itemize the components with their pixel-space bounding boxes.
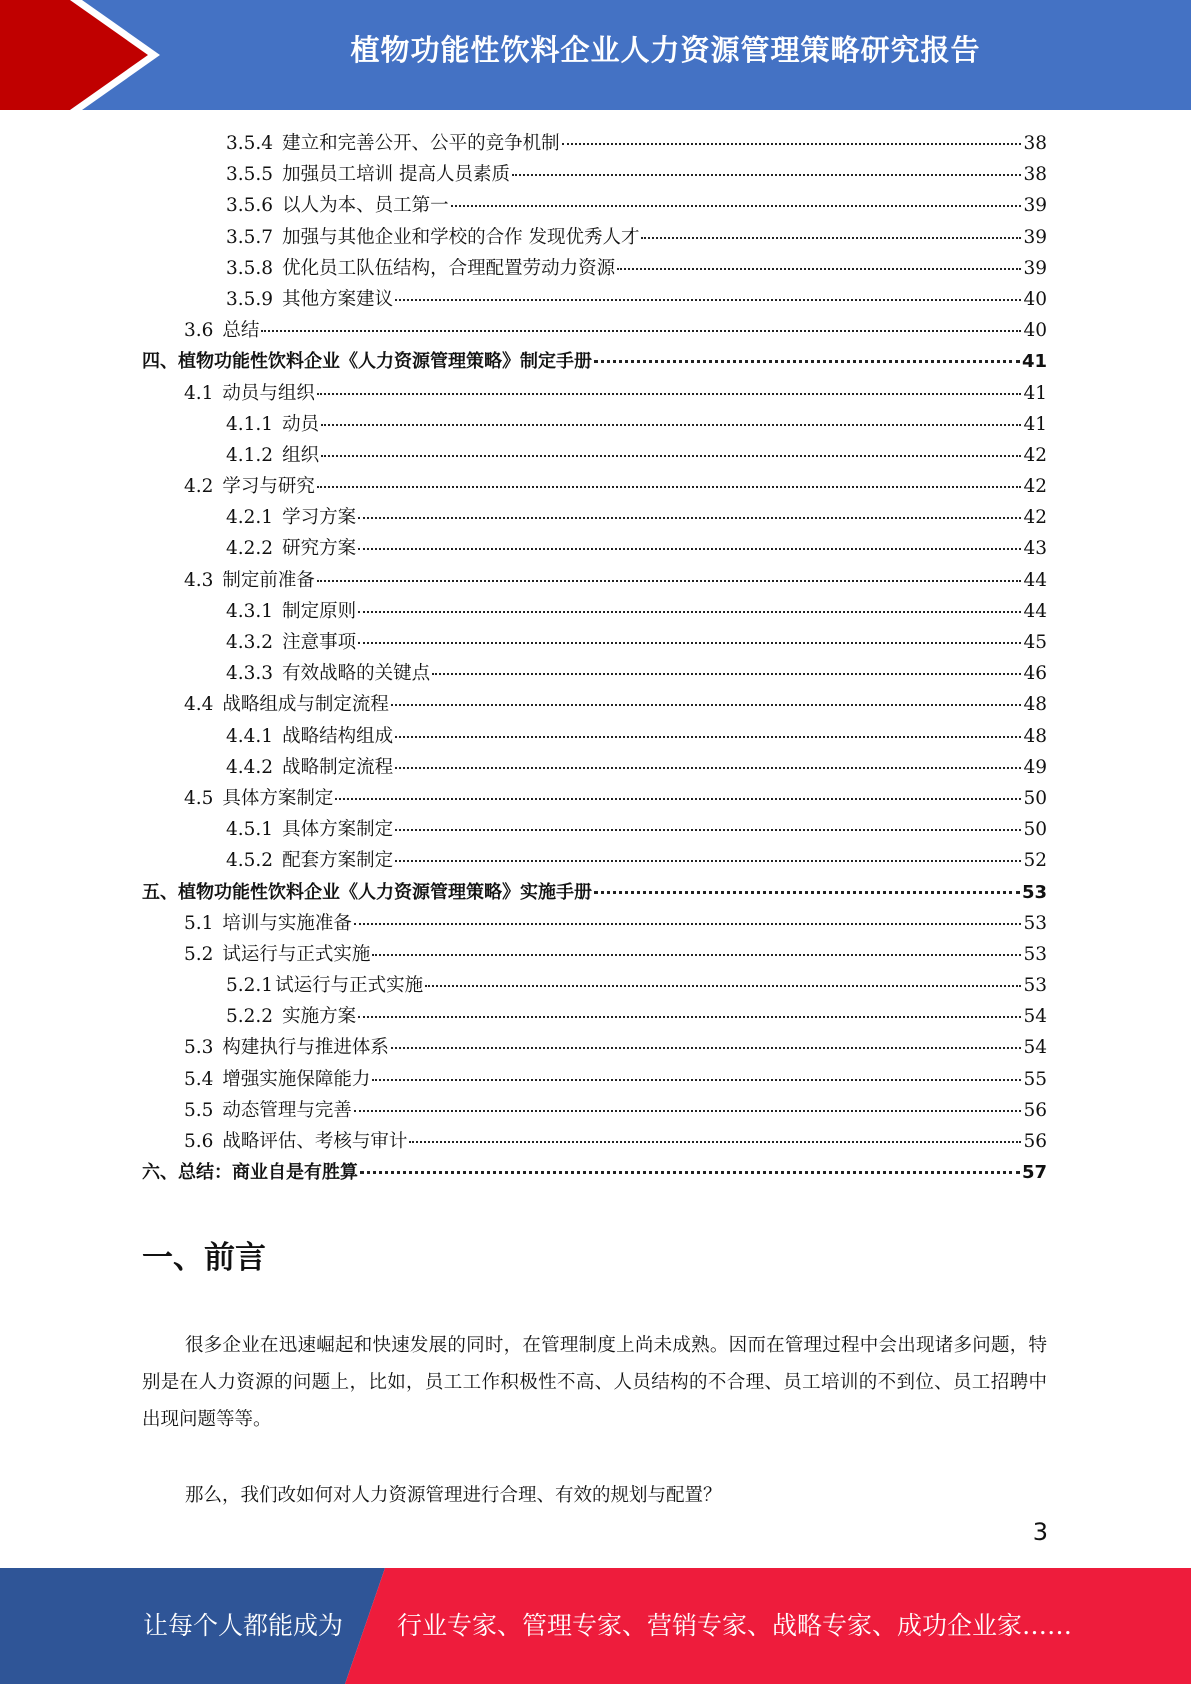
toc-entry-page: 42 — [1023, 476, 1047, 498]
toc-entry[interactable] — [142, 752, 1047, 783]
toc-dot-leader — [395, 766, 1021, 769]
toc-entry[interactable] — [142, 222, 1047, 253]
footer-slogan-right: 行业专家、管理专家、营销专家、战略专家、成功企业家…… — [397, 1611, 1073, 1640]
toc-entry-number: 3.5.9 — [226, 288, 274, 310]
toc-entry[interactable] — [142, 1001, 1047, 1032]
toc-dot-leader — [395, 735, 1021, 738]
toc-dot-leader — [617, 267, 1021, 270]
page-number: 3 — [1032, 1518, 1048, 1546]
toc-entry-number: 4.4 — [184, 694, 214, 716]
paragraph: 很多企业在迅速崛起和快速发展的同时，在管理制度上尚未成熟。因而在管理过程中会出现诸多问题，特别是在人力资源的问题上，比如，员工工作积极性不高、人员结构的不合理、员工培训的不到位、员工招聘中出现问题等等。 — [142, 1335, 1047, 1430]
toc-entry[interactable] — [142, 689, 1047, 720]
toc-dot-leader — [395, 298, 1021, 301]
toc-entry[interactable] — [142, 939, 1047, 970]
toc-entry-page: 42 — [1023, 444, 1047, 466]
toc-entry-title: 优化员工队伍结构，合理配置劳动力资源 — [282, 257, 616, 279]
toc-entry-number: 4.2.1 — [226, 507, 274, 529]
toc-entry-number: 4.1 — [184, 382, 214, 404]
toc-entry[interactable] — [142, 721, 1047, 752]
toc-entry[interactable] — [142, 409, 1047, 440]
toc-entry-number: 3.5.8 — [226, 257, 274, 279]
toc-dot-leader — [395, 859, 1021, 862]
toc-entry-page: 39 — [1023, 257, 1047, 279]
toc-entry-number: 5.6 — [184, 1131, 214, 1152]
toc-entry-title: 以人为本、员工第一 — [282, 195, 449, 217]
toc-entry-title: 加强与其他企业和学校的合作 发现优秀人才 — [282, 226, 640, 248]
toc-entry-page: 50 — [1023, 787, 1047, 809]
toc-entry-number: 4.1.1 — [226, 413, 274, 435]
toc-entry-title: 学习与研究 — [222, 476, 315, 498]
toc-entry-number: 4.5.1 — [226, 819, 274, 841]
toc-entry-page: 56 — [1023, 1099, 1047, 1121]
toc-dot-leader — [358, 610, 1021, 613]
toc-entry[interactable] — [142, 970, 1047, 1001]
toc-dot-leader — [395, 828, 1021, 831]
toc-entry-number: 4.3 — [184, 569, 214, 591]
toc-dot-leader — [317, 485, 1022, 488]
toc-entry-title: 战略评估、考核与审计 — [222, 1131, 408, 1152]
footer-slogan-left: 让每个人都能成为 — [143, 1611, 344, 1640]
toc-entry-page: 44 — [1023, 569, 1047, 591]
toc-entry-title: 具体方案制定 — [222, 787, 334, 809]
toc-entry[interactable] — [142, 845, 1047, 876]
toc-entry-page: 40 — [1023, 320, 1047, 342]
toc-entry-page: 55 — [1023, 1068, 1047, 1090]
toc-entry-title: 研究方案 — [282, 538, 357, 560]
toc-entry-number: 4.3.1 — [226, 600, 274, 622]
toc-entry-title: 制定原则 — [282, 600, 357, 622]
toc-entry-title: 动员 — [282, 413, 320, 435]
toc-entry-title: 战略结构组成 — [282, 725, 394, 747]
toc-entry[interactable] — [142, 502, 1047, 533]
toc-entry-number: 5.2.2 — [226, 1006, 274, 1028]
toc-entry-title: 加强员工培训 提高人员素质 — [282, 164, 510, 186]
toc-entry[interactable] — [142, 1032, 1047, 1063]
toc-entry[interactable] — [142, 253, 1047, 284]
toc-entry[interactable] — [142, 378, 1047, 409]
toc-dot-leader — [358, 516, 1021, 519]
toc-entry-page: 48 — [1023, 694, 1047, 716]
toc-entry-title: 试运行与正式实施 — [275, 975, 424, 997]
toc-dot-leader — [354, 922, 1022, 925]
toc-dot-leader — [641, 236, 1021, 239]
toc-entry-title: 总结 — [222, 320, 260, 342]
toc-entry-page: 54 — [1023, 1006, 1047, 1028]
toc-entry-number: 5.4 — [184, 1068, 214, 1090]
toc-entry-page: 42 — [1023, 507, 1047, 529]
toc-entry-title: 制定前准备 — [222, 569, 315, 591]
toc-entry-title: 六、总结：商业自是有胜算 — [142, 1162, 358, 1184]
toc-dot-leader — [372, 1078, 1021, 1081]
toc-entry-title: 培训与实施准备 — [222, 912, 352, 934]
toc-entry-number: 3.5.7 — [226, 226, 274, 248]
toc-dot-leader — [409, 1140, 1021, 1143]
toc-entry-title: 组织 — [282, 444, 320, 466]
toc-dot-leader — [432, 672, 1021, 675]
page-footer — [0, 1568, 1191, 1684]
toc-entry-page: 38 — [1023, 164, 1047, 186]
toc-entry[interactable] — [142, 440, 1047, 471]
toc-entry-page: 38 — [1023, 133, 1047, 154]
toc-dot-leader — [594, 890, 1020, 894]
toc-entry-title: 建立和完善公开、公平的竞争机制 — [282, 133, 560, 154]
toc-entry-page: 54 — [1023, 1037, 1047, 1059]
toc-entry-page: 53 — [1023, 943, 1047, 965]
toc-dot-leader — [321, 454, 1021, 457]
toc-entry[interactable] — [142, 596, 1047, 627]
toc-entry-title: 其他方案建议 — [282, 288, 394, 310]
toc-entry[interactable] — [142, 783, 1047, 814]
toc-entry-page: 52 — [1023, 850, 1047, 872]
toc-entry-number: 5.5 — [184, 1099, 214, 1121]
toc-entry-title: 注意事项 — [282, 632, 357, 653]
toc-entry-number: 4.4.2 — [226, 756, 274, 778]
toc-entry-number: 4.2 — [184, 476, 214, 498]
table-of-contents — [142, 128, 1047, 1188]
toc-dot-leader — [261, 329, 1021, 332]
toc-entry-number: 4.4.1 — [226, 725, 274, 747]
toc-entry-title: 具体方案制定 — [282, 819, 394, 841]
toc-entry-page: 39 — [1023, 226, 1047, 248]
toc-entry-title: 增强实施保障能力 — [222, 1068, 371, 1090]
toc-entry[interactable] — [142, 128, 1047, 159]
toc-entry-number: 4.2.2 — [226, 538, 274, 560]
toc-dot-leader — [594, 359, 1020, 363]
toc-entry[interactable] — [142, 471, 1047, 502]
toc-dot-leader — [321, 423, 1021, 426]
toc-entry-title: 战略制定流程 — [282, 756, 394, 778]
toc-entry-page: 43 — [1023, 538, 1047, 560]
toc-dot-leader — [425, 984, 1021, 987]
toc-entry[interactable] — [142, 284, 1047, 315]
toc-entry[interactable] — [142, 658, 1047, 689]
toc-entry[interactable] — [142, 814, 1047, 845]
toc-entry-page: 53 — [1021, 881, 1047, 903]
toc-entry-number: 4.3.3 — [226, 663, 274, 685]
toc-entry-title: 动员与组织 — [222, 382, 315, 404]
toc-entry-title: 配套方案制定 — [282, 850, 394, 872]
toc-entry[interactable] — [142, 533, 1047, 564]
toc-entry-number: 5.3 — [184, 1037, 214, 1059]
toc-entry-page: 39 — [1023, 195, 1047, 217]
toc-dot-leader — [562, 142, 1022, 145]
toc-entry-number: 3.5.5 — [226, 164, 274, 186]
toc-entry[interactable] — [142, 346, 1047, 377]
toc-entry-title: 学习方案 — [282, 507, 357, 529]
toc-entry-number: 4.5 — [184, 787, 214, 809]
toc-dot-leader — [317, 579, 1022, 582]
toc-dot-leader — [391, 1046, 1022, 1049]
toc-dot-leader — [372, 953, 1021, 956]
toc-entry-number: 3.5.4 — [226, 133, 274, 154]
toc-entry-number: 4.1.2 — [226, 444, 274, 466]
page-header — [0, 0, 1191, 110]
toc-dot-leader — [317, 392, 1022, 395]
toc-entry[interactable] — [142, 190, 1047, 221]
document-title: 植物功能性饮料企业人力资源管理策略研究报告 — [350, 33, 981, 67]
paragraph: 那么，我们改如何对人力资源管理进行合理、有效的规划与配置？ — [185, 1485, 722, 1506]
toc-entry[interactable] — [142, 877, 1047, 908]
toc-dot-leader — [512, 173, 1021, 176]
toc-dot-leader — [391, 703, 1022, 706]
toc-dot-leader — [358, 641, 1021, 644]
toc-entry-title: 动态管理与完善 — [222, 1099, 352, 1121]
toc-entry-number: 3.5.6 — [226, 195, 274, 217]
toc-entry[interactable] — [142, 627, 1047, 658]
toc-entry[interactable] — [142, 1157, 1047, 1188]
toc-entry-page: 50 — [1023, 819, 1047, 841]
toc-entry-page: 57 — [1021, 1162, 1047, 1184]
toc-dot-leader — [358, 547, 1021, 550]
toc-entry-title: 试运行与正式实施 — [222, 943, 371, 965]
toc-entry-number: 4.5.2 — [226, 850, 274, 872]
toc-entry-page: 40 — [1023, 288, 1047, 310]
toc-entry-page: 45 — [1023, 632, 1047, 653]
toc-entry[interactable] — [142, 1126, 1047, 1157]
toc-entry-title: 战略组成与制定流程 — [222, 694, 389, 716]
toc-entry-title: 实施方案 — [282, 1006, 357, 1028]
toc-entry-number: 5.2 — [184, 943, 214, 965]
toc-entry[interactable] — [142, 908, 1047, 939]
toc-entry[interactable] — [142, 1064, 1047, 1095]
toc-dot-leader — [358, 1015, 1021, 1018]
toc-entry-page: 53 — [1023, 975, 1047, 997]
toc-entry-page: 41 — [1023, 413, 1047, 435]
toc-entry-number: 5.1 — [184, 912, 214, 934]
toc-entry-page: 48 — [1023, 725, 1047, 747]
toc-entry-title: 五、植物功能性饮料企业《人力资源管理策略》实施手册 — [142, 881, 592, 903]
toc-entry-page: 41 — [1023, 382, 1047, 404]
toc-entry-title: 构建执行与推进体系 — [222, 1037, 389, 1059]
section-heading: 一、前言 — [142, 1240, 266, 1276]
toc-entry[interactable] — [142, 565, 1047, 596]
toc-entry-page: 53 — [1023, 912, 1047, 934]
toc-entry[interactable] — [142, 159, 1047, 190]
toc-entry-page: 44 — [1023, 600, 1047, 622]
toc-entry[interactable] — [142, 315, 1047, 346]
toc-dot-leader — [451, 204, 1022, 207]
toc-entry-page: 49 — [1023, 756, 1047, 778]
toc-entry-number: 5.2.1 — [226, 975, 274, 997]
toc-entry-number: 4.3.2 — [226, 632, 274, 653]
toc-entry-title: 有效战略的关键点 — [282, 663, 431, 685]
toc-entry-number: 3.6 — [184, 320, 214, 342]
toc-dot-leader — [360, 1170, 1020, 1174]
toc-dot-leader — [354, 1109, 1022, 1112]
toc-entry-title: 四、植物功能性饮料企业《人力资源管理策略》制定手册 — [142, 351, 592, 373]
toc-dot-leader — [335, 797, 1021, 800]
toc-entry-page: 46 — [1023, 663, 1047, 685]
toc-entry[interactable] — [142, 1095, 1047, 1126]
toc-entry-page: 41 — [1021, 351, 1047, 373]
toc-entry-page: 56 — [1023, 1131, 1047, 1152]
